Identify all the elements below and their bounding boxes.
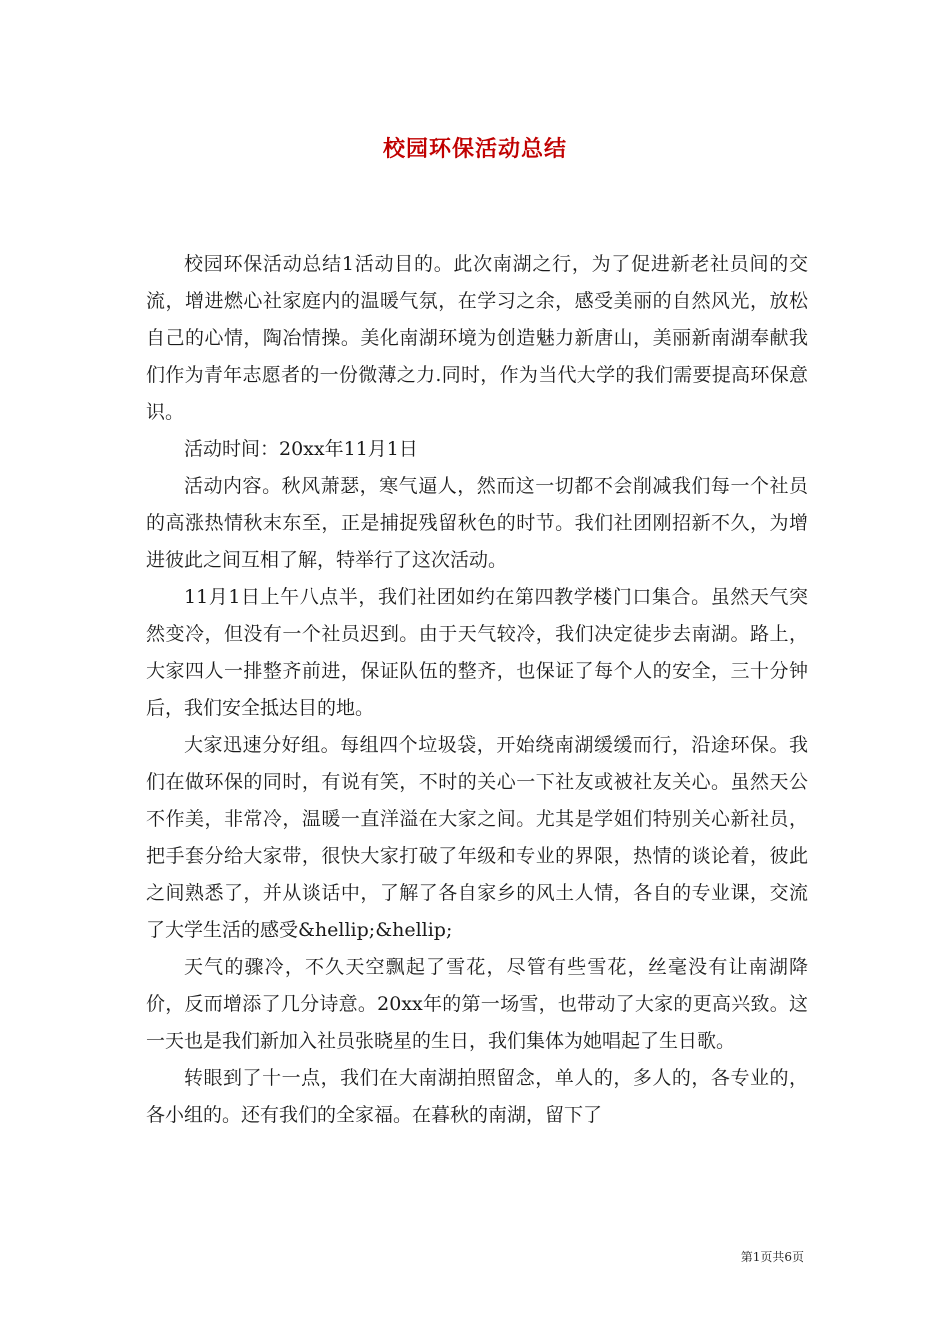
document-body bbox=[146, 246, 808, 1134]
document-title: 校园环保活动总结 bbox=[382, 136, 567, 162]
paragraph: 11月1日上午八点半，我们社团如约在第四教学楼门口集合。虽然天气突然变冷，但没有一个社员迟到。由于天气较冷，我们决定徒步去南湖。路上，大家四人一排整齐前进，保证队伍的整齐，也保证了每个人的安全，三十分钟后，我们安全抵达目的地。 bbox=[146, 586, 808, 719]
paragraph: 天气的骤冷，不久天空飘起了雪花，尽管有些雪花，丝毫没有让南湖降价，反而增添了几分诗意。20xx年的第一场雪，也带动了大家的更高兴致。这一天也是我们新加入社员张晓星的生日，我们集体为她唱起了生日歌。 bbox=[146, 956, 808, 1052]
paragraph: 转眼到了十一点，我们在大南湖拍照留念，单人的，多人的，各专业的，各小组的。还有我们的全家福。在暮秋的南湖，留下了 bbox=[146, 1067, 808, 1126]
paragraph: 大家迅速分好组。每组四个垃圾袋，开始绕南湖缓缓而行，沿途环保。我们在做环保的同时，有说有笑，不时的关心一下社友或被社友关心。虽然天公不作美，非常冷，温暖一直洋溢在大家之间。尤其是学姐们特别关心新社员，把手套分给大家带，很快大家打破了年级和专业的界限，热情的谈论着，彼此之间熟悉了，并从谈话中，了解了各自家乡的风土人情，各自的专业课，交流了大学生活的感受&hellip;&hellip; bbox=[146, 734, 808, 941]
paragraph: 活动时间：20xx年11月1日 bbox=[184, 438, 418, 460]
paragraph: 活动内容。秋风萧瑟，寒气逼人，然而这一切都不会削减我们每一个社员的高涨热情秋末东至，正是捕捉残留秋色的时节。我们社团刚招新不久，为增进彼此之间互相了解，特举行了这次活动。 bbox=[146, 475, 808, 571]
page-number: 第1页共6页 bbox=[740, 1250, 804, 1264]
paragraph: 校园环保活动总结1活动目的。此次南湖之行，为了促进新老社员间的交流，增进燃心社家庭内的温暖气氛，在学习之余，感受美丽的自然风光，放松自己的心情，陶冶情操。美化南湖环境为创造魅力新唐山，美丽新南湖奉献我们作为青年志愿者的一份微薄之力.同时，作为当代大学的我们需要提高环保意识。 bbox=[146, 253, 808, 423]
